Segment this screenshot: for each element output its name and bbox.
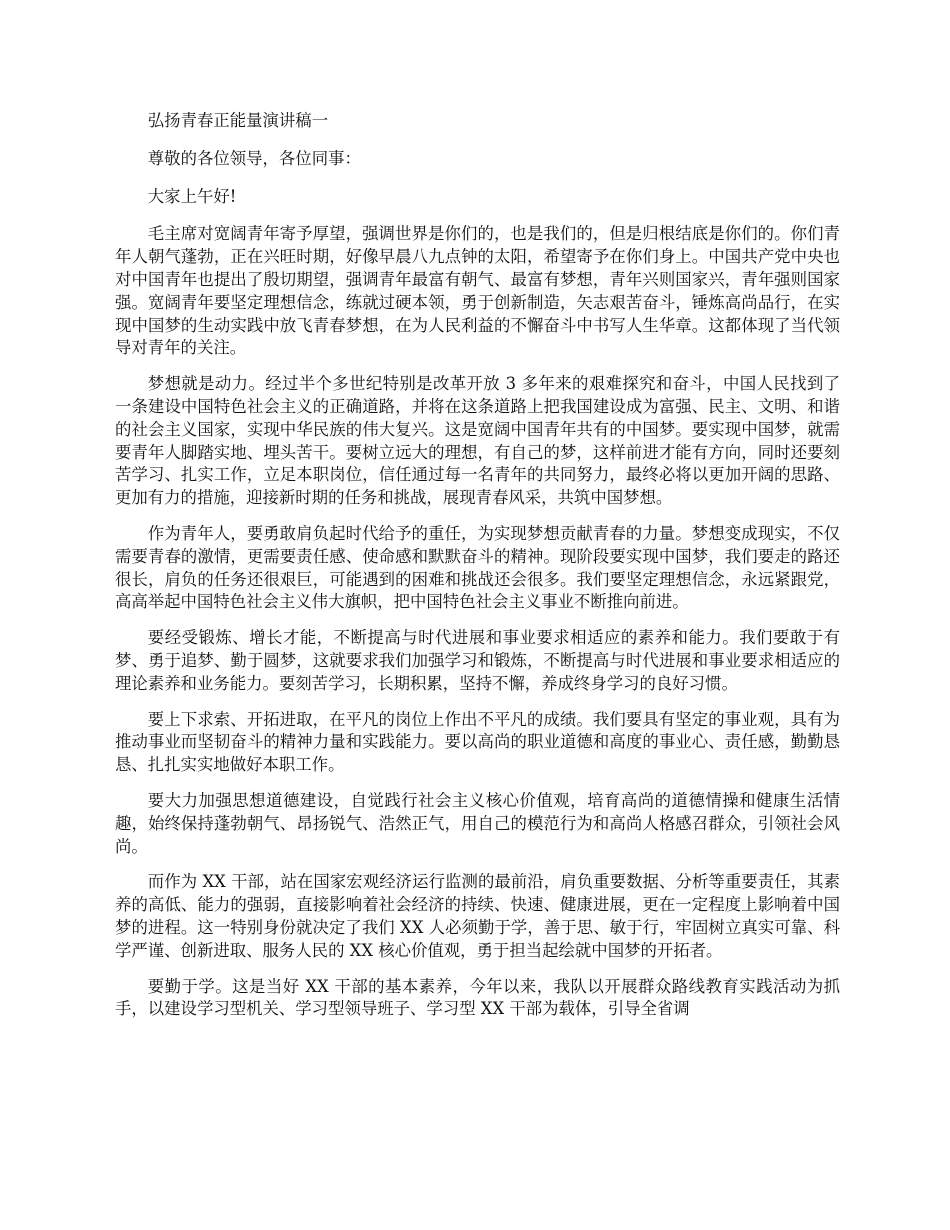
paragraph: 而作为 XX 干部，站在国家宏观经济运行监测的最前沿，肩负重要数据、分析等重要责任，其素养的高低、能力的强弱，直接影响着社会经济的持续、快速、健康进展，更在一定程度上影响着中国梦的进程。这一特别身份就决定了我们 XX 人必须勤于学，善于思、敏于行，牢固树立真实可靠、科学严谨、创新进取、服务人民的 XX 核心价值观，勇于担当起绘就中国梦的开拓者。 [115,872,840,960]
paragraph: 梦想就是动力。经过半个多世纪特别是改革开放 3 多年来的艰难探究和奋斗，中国人民找到了一条建设中国特色社会主义的正确道路，并将在这条道路上把我国建设成为富强、民主、文明、和谐的社会主义国家，实现中华民族的伟大复兴。这是宽阔中国青年共有的中国梦。要实现中国梦，就需要青年人脚踏实地、埋头苦干。要树立远大的理想，有自己的梦，这样前进才能有方向，同时还要刻苦学习、扎实工作，立足本职岗位，信任通过每一名青年的共同努力，最终必将以更加开阔的思路、更加有力的措施，迎接新时期的任务和挑战，展现青春风采，共筑中国梦想。 [115,374,840,508]
greeting: 大家上午好! [147,186,237,206]
paragraph: 要上下求索、开拓进取，在平凡的岗位上作出不平凡的成绩。我们要具有坚定的事业观，具有为推动事业而坚韧奋斗的精神力量和实践能力。要以高尚的职业道德和高度的事业心、责任感，勤勤恳恳、扎扎实实地做好本职工作。 [115,709,840,775]
paragraph: 作为青年人，要勇敢肩负起时代给予的重任，为实现梦想贡献青春的力量。梦想变成现实，不仅需要青春的激情，更需要责任感、使命感和默默奋斗的精神。现阶段要实现中国梦，我们要走的路还很长，肩负的任务还很艰巨，可能遇到的困难和挑战还会很多。我们要坚定理想信念，永远紧跟党，高高举起中国特色社会主义伟大旗帜，把中国特色社会主义事业不断推向前进。 [115,523,840,612]
document-title: 弘扬青春正能量演讲稿一 [147,111,329,130]
paragraph: 毛主席对宽阔青年寄予厚望，强调世界是你们的，也是我们的，但是归根结底是你们的。你们青年人朝气蓬勃，正在兴旺时期，好像早晨八九点钟的太阳，希望寄予在你们身上。中国共产党中央也对中国青年也提出了殷切期望，强调青年最富有朝气、最富有梦想，青年兴则国家兴，青年强则国家强。宽阔青年要坚定理想信念，练就过硬本领，勇于创新制造，矢志艰苦奋斗，锤炼高尚品行，在实现中国梦的生动实践中放飞青春梦想，在为人民利益的不懈奋斗中书写人生华章。这都体现了当代领导对青年的关注。 [115,224,840,358]
paragraph: 要勤于学。这是当好 XX 干部的基本素养，今年以来，我队以开展群众路线教育实践活动为抓手，以建设学习型机关、学习型领导班子、学习型 XX 干部为载体，引导全省调 [115,976,840,1019]
paragraph: 要经受锻炼、增长才能，不断提高与时代进展和事业要求相适应的素养和能力。我们要敢于有梦、勇于追梦、勤于圆梦，这就要求我们加强学习和锻炼，不断提高与时代进展和事业要求相适应的理论素养和业务能力。要刻苦学习，长期积累，坚持不懈，养成终身学习的良好习惯。 [115,628,840,693]
salutation: 尊敬的各位领导，各位同事： [147,148,361,168]
paragraph: 要大力加强思想道德建设，自觉践行社会主义核心价值观，培育高尚的道德情操和健康生活情趣，始终保持蓬勃朝气、昂扬锐气、浩然正气，用自己的模范行为和高尚人格感召群众，引领社会风尚。 [115,790,840,856]
document-body [115,110,840,1034]
